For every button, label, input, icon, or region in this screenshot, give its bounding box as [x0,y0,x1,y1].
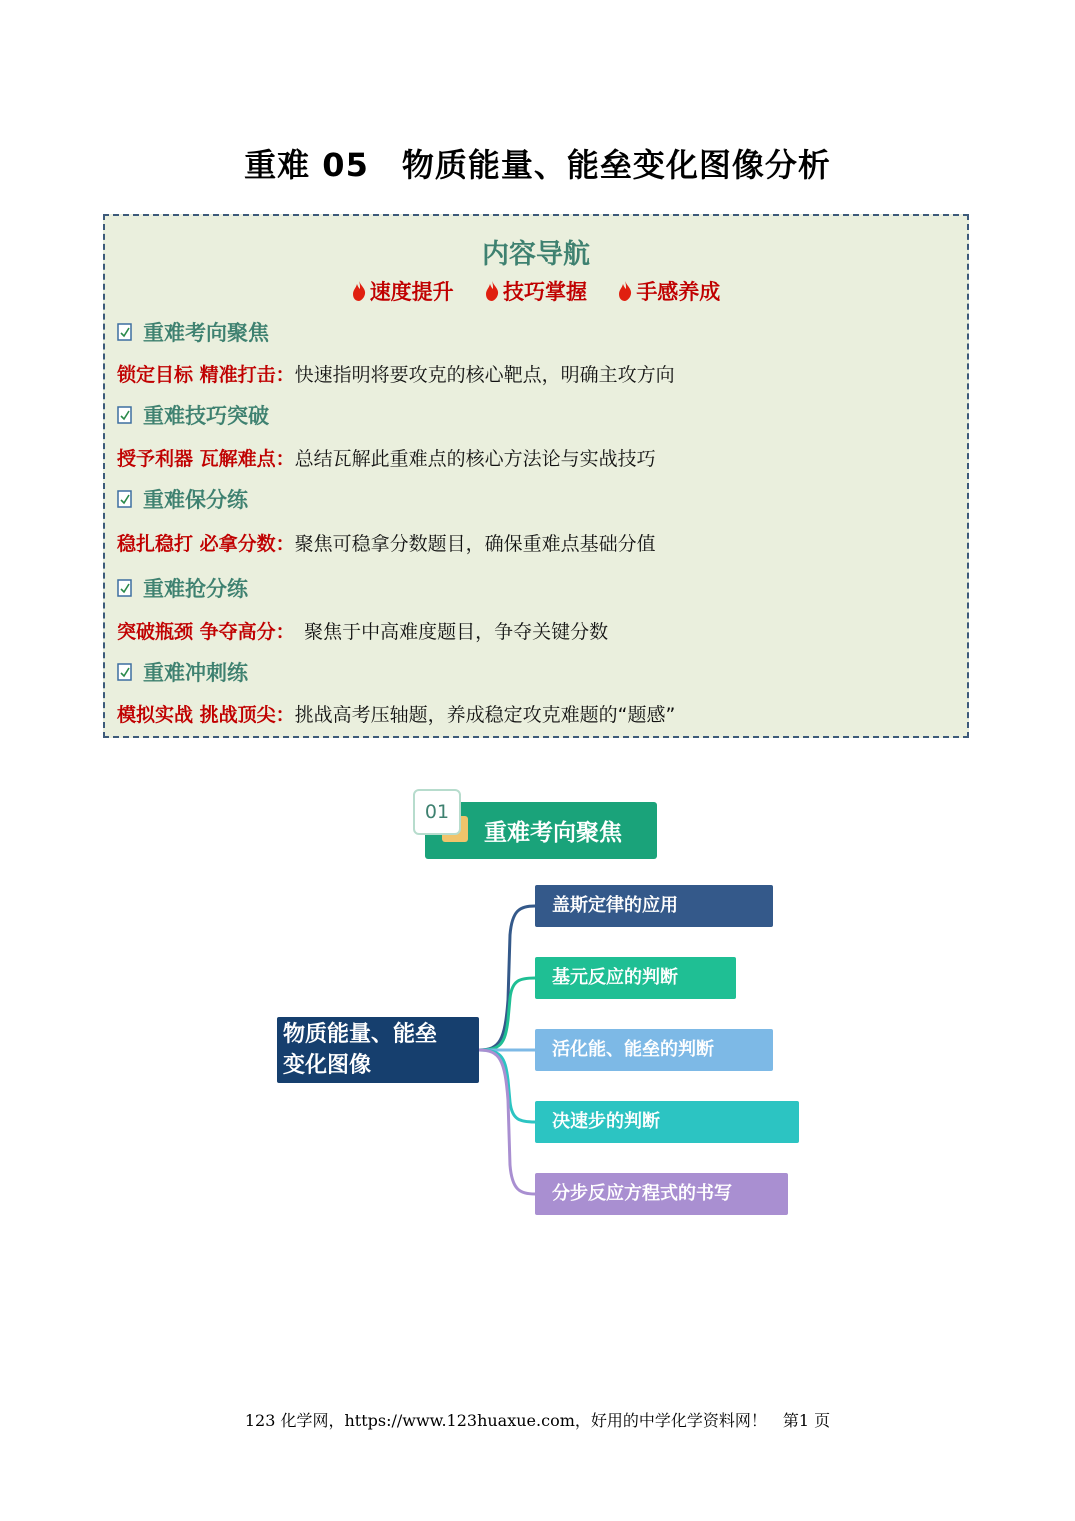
feature-speed: 速度提升 [352,276,454,306]
banner-title: 重难考向聚焦 [484,820,622,846]
branch-elementary-reaction: 基元反应的判断 [535,957,736,999]
branch-hess-law: 盖斯定律的应用 [535,885,773,927]
feature-skill: 技巧掌握 [485,276,587,306]
page-footer: 123 化学网，https://www.123huaxue.com，好用的中学化学资料网！ 第1 页 [244,1411,831,1430]
section-desc-1: 锁定目标 精准打击：快速指明将要攻克的核心靶点，明确主攻方向 [117,364,675,386]
branch-activation-energy: 活化能、能垒的判断 [535,1029,773,1071]
section-desc-3: 稳扎稳打 必拿分数：聚焦可稳拿分数题目，确保重难点基础分值 [117,533,656,555]
branch-stepwise-equation: 分步反应方程式的书写 [535,1173,788,1215]
branch-rate-determining-step: 决速步的判断 [535,1101,799,1143]
section-heading-1: 重难考向聚焦 [117,317,269,347]
section-desc-5: 模拟实战 挑战顶尖：挑战高考压轴题，养成稳定攻克难题的“题感” [117,704,676,726]
section-heading-5: 重难冲刺练 [117,657,248,687]
feature-feel: 手感养成 [618,276,720,306]
mindmap-root: 物质能量、能垒 变化图像 [277,1017,479,1083]
section-desc-4: 突破瓶颈 争夺高分： 聚焦于中高难度题目，争夺关键分数 [117,621,609,643]
section-heading-4: 重难抢分练 [117,573,248,603]
section-desc-2: 授予利器 瓦解难点：总结瓦解此重难点的核心方法论与实战技巧 [117,448,656,470]
section-heading-2: 重难技巧突破 [117,400,269,430]
section-number-badge: 01 [413,789,461,835]
section-heading-3: 重难保分练 [117,484,248,514]
page-title: 重难 05 物质能量、能垒变化图像分析 [244,146,831,184]
nav-heading: 内容导航 [482,239,590,270]
